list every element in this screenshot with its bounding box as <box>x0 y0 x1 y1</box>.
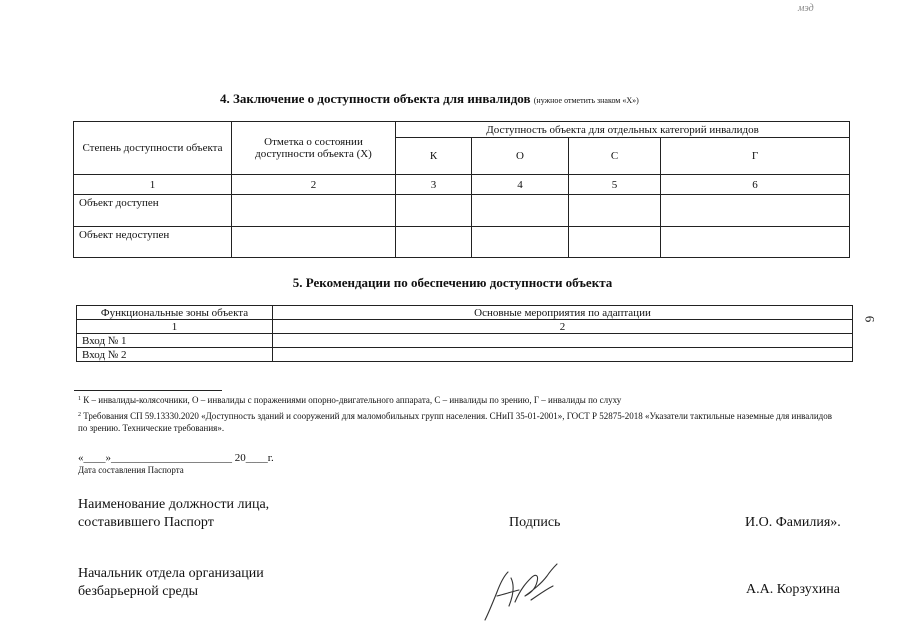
footnote-2 <box>78 410 838 434</box>
col-number: 2 <box>232 175 396 195</box>
table-row <box>74 227 850 258</box>
col-number: 5 <box>569 175 661 195</box>
col-number: 6 <box>661 175 850 195</box>
compiler-position <box>78 496 378 532</box>
recommendations-table <box>76 305 853 362</box>
header-degree: Степень доступности объекта <box>74 122 232 175</box>
category-s: С <box>569 138 661 175</box>
table-cell <box>232 195 396 227</box>
footnote-1-mark: 1 <box>78 396 81 402</box>
table-cell <box>273 334 853 348</box>
col-number: 4 <box>472 175 569 195</box>
col-number: 1 <box>77 320 273 334</box>
header-mark: Отметка о состоянии доступности объекта (X) <box>232 122 396 175</box>
category-g: Г <box>661 138 850 175</box>
footnote-divider <box>74 390 222 391</box>
section4-note: (нужное отметить знаком «Х») <box>533 96 639 105</box>
section5-title: 5. Рекомендации по обеспечению доступности объекта <box>292 275 613 290</box>
table-cell <box>661 195 850 227</box>
table-cell <box>569 195 661 227</box>
footnote-1 <box>78 394 621 406</box>
section4-title <box>220 91 639 107</box>
signature-label: Подпись <box>509 515 561 530</box>
section4-title-text: 4. Заключение о доступности объекта для инвалидов <box>220 91 531 106</box>
category-o: О <box>472 138 569 175</box>
header-zones: Функциональные зоны объекта <box>77 306 273 320</box>
table-row <box>77 334 853 348</box>
table-header-row <box>77 306 853 320</box>
row-label: Объект доступен <box>74 195 232 227</box>
number-row <box>77 320 853 334</box>
compiler-position-line2: составившего Паспорт <box>78 515 214 530</box>
row-label: Вход № 2 <box>77 348 273 362</box>
col-number: 1 <box>74 175 232 195</box>
row-label: Вход № 1 <box>77 334 273 348</box>
date-line: «____»______________________ 20____г. <box>78 452 274 464</box>
table-cell <box>396 195 472 227</box>
row-label: Объект недоступен <box>74 227 232 258</box>
corner-mark: мэд <box>798 3 814 14</box>
head-position <box>78 565 378 601</box>
table-row <box>77 348 853 362</box>
table-cell <box>472 195 569 227</box>
page-number: 6 <box>862 315 878 323</box>
table-cell <box>396 227 472 258</box>
table-cell <box>569 227 661 258</box>
date-caption: Дата составления Паспорта <box>78 465 184 475</box>
compiler-position-line1: Наименование должности лица, <box>78 497 270 512</box>
head-position-line1: Начальник отдела организации <box>78 566 264 581</box>
table-cell <box>472 227 569 258</box>
head-position-line2: безбарьерной среды <box>78 584 199 599</box>
category-k: К <box>396 138 472 175</box>
footnote-2-mark: 2 <box>78 412 81 418</box>
handwritten-signature <box>475 556 565 624</box>
table-cell <box>232 227 396 258</box>
table-row <box>74 195 850 227</box>
footnote-1-text: К – инвалиды-колясочники, О – инвалиды с поражениями опорно-двигательного аппарата, С – инвалиды по зрению, Г – инвалиды по слуху <box>83 395 622 405</box>
footnote-2-text: Требования СП 59.13330.2020 «Доступность зданий и сооружений для маломобильных групп населения. СНиП 35-01-2001», ГОСТ Р 52875-2018 «Указатели тактильные наземные для инвалидов по зрению. Технические требования». <box>78 411 832 433</box>
accessibility-table <box>73 121 850 258</box>
col-number: 3 <box>396 175 472 195</box>
header-categories: Доступность объекта для отдельных категорий инвалидов <box>396 122 850 138</box>
col-number: 2 <box>273 320 853 334</box>
table-cell <box>661 227 850 258</box>
table-cell <box>273 348 853 362</box>
name-placeholder: И.О. Фамилия». <box>745 515 841 530</box>
number-row <box>74 175 850 195</box>
header-measures: Основные мероприятия по адаптации <box>273 306 853 320</box>
signatory-name: А.А. Корзухина <box>746 582 840 597</box>
